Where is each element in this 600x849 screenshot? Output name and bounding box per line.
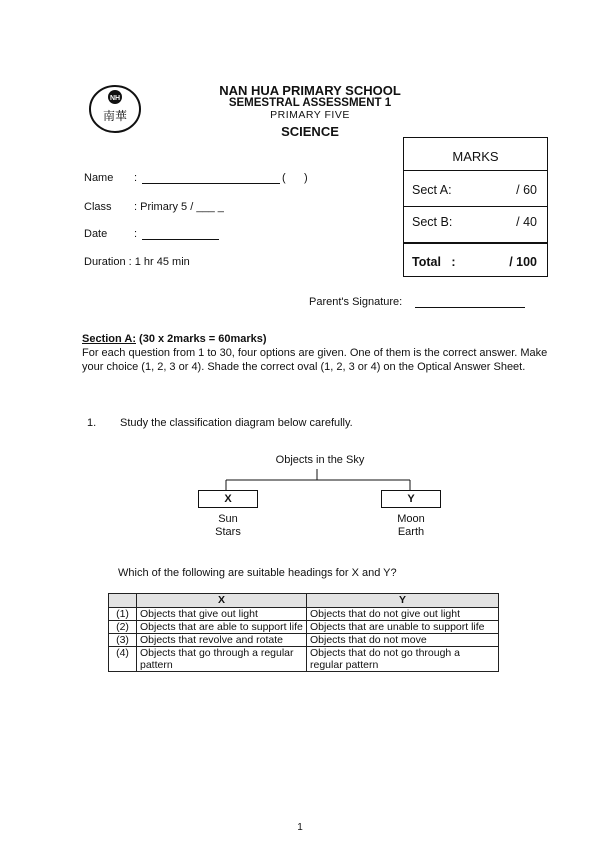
option-number: (1) xyxy=(109,608,137,621)
date-separator: : xyxy=(134,228,138,240)
logo-badge: NH xyxy=(109,95,121,102)
sect-a-label: Sect A: xyxy=(412,183,452,197)
marks-title: MARKS xyxy=(452,149,499,164)
header-y: Y xyxy=(307,594,499,608)
marks-box xyxy=(403,137,548,277)
question-prompt: Which of the following are suitable headings for X and Y? xyxy=(118,567,397,579)
school-name: NAN HUA PRIMARY SCHOOL xyxy=(219,83,401,98)
subject: SCIENCE xyxy=(281,124,339,139)
section-a-title: Section A: xyxy=(82,333,136,345)
classification-diagram xyxy=(190,454,450,544)
date-field[interactable] xyxy=(142,227,219,240)
sect-b-label: Sect B: xyxy=(412,215,453,229)
page-number: 1 xyxy=(297,822,303,833)
total-label: Total : xyxy=(412,255,456,269)
sect-b-total: / 40 xyxy=(516,215,537,229)
x-item: Stars xyxy=(215,526,241,538)
option-row-3[interactable] xyxy=(109,634,499,647)
option-x: Objects that go through a regular pattern xyxy=(137,647,307,672)
name-field[interactable] xyxy=(142,171,280,184)
question-text: Study the classification diagram below carefully. xyxy=(120,417,353,429)
options-table xyxy=(108,593,499,672)
option-y: Objects that do not go through a regular pattern xyxy=(307,647,499,672)
option-y: Objects that are unable to support life xyxy=(307,621,499,634)
class-label: Class xyxy=(84,201,112,213)
option-number: (3) xyxy=(109,634,137,647)
option-number: (2) xyxy=(109,621,137,634)
box-y: Y xyxy=(381,490,441,508)
sect-a-total: / 60 xyxy=(516,183,537,197)
sect-b-row xyxy=(404,206,547,241)
y-item: Moon xyxy=(397,513,425,525)
question-1 xyxy=(87,417,353,429)
duration: Duration : 1 hr 45 min xyxy=(84,256,190,268)
logo-text: 南華 xyxy=(102,109,128,123)
option-row-2[interactable] xyxy=(109,621,499,634)
option-y: Objects that do not give out light xyxy=(307,608,499,621)
parent-signature-label: Parent's Signature: xyxy=(309,296,403,308)
option-x: Objects that are able to support life xyxy=(137,621,307,634)
diagram-root: Objects in the Sky xyxy=(275,454,365,466)
section-a-instructions: For each question from 1 to 30, four options are given. One of them is the correct answer. Make your choice (1, 2, 3 or 4). Shade the correct oval (1, 2, 3 or 4) on the Optical Answer Sheet. xyxy=(82,347,548,373)
register-number-field[interactable]: ( ) xyxy=(282,172,308,184)
box-x: X xyxy=(198,490,258,508)
option-x: Objects that revolve and rotate xyxy=(137,634,307,647)
school-logo xyxy=(88,84,142,134)
option-row-1[interactable] xyxy=(109,608,499,621)
option-number: (4) xyxy=(109,647,137,672)
y-item: Earth xyxy=(397,526,425,538)
sect-a-row xyxy=(404,170,547,207)
section-a-heading xyxy=(82,333,267,345)
assessment-title: SEMESTRAL ASSESSMENT 1 xyxy=(228,97,392,109)
parent-signature-field[interactable] xyxy=(415,295,525,308)
question-number: 1. xyxy=(87,417,97,429)
option-row-4[interactable] xyxy=(109,647,499,672)
header-blank xyxy=(109,594,137,608)
total-value: / 100 xyxy=(509,255,537,269)
option-y: Objects that do not move xyxy=(307,634,499,647)
option-x: Objects that give out light xyxy=(137,608,307,621)
name-label: Name xyxy=(84,172,114,184)
name-separator: : xyxy=(134,172,138,184)
x-item: Sun xyxy=(218,513,238,525)
total-row xyxy=(404,242,547,278)
table-header-row xyxy=(109,594,499,608)
class-field[interactable]: : Primary 5 / ___ _ xyxy=(134,201,224,213)
date-label: Date xyxy=(84,228,108,240)
level: PRIMARY FIVE xyxy=(270,109,350,121)
section-a-marks: (30 x 2marks = 60marks) xyxy=(136,333,267,345)
header-x: X xyxy=(137,594,307,608)
